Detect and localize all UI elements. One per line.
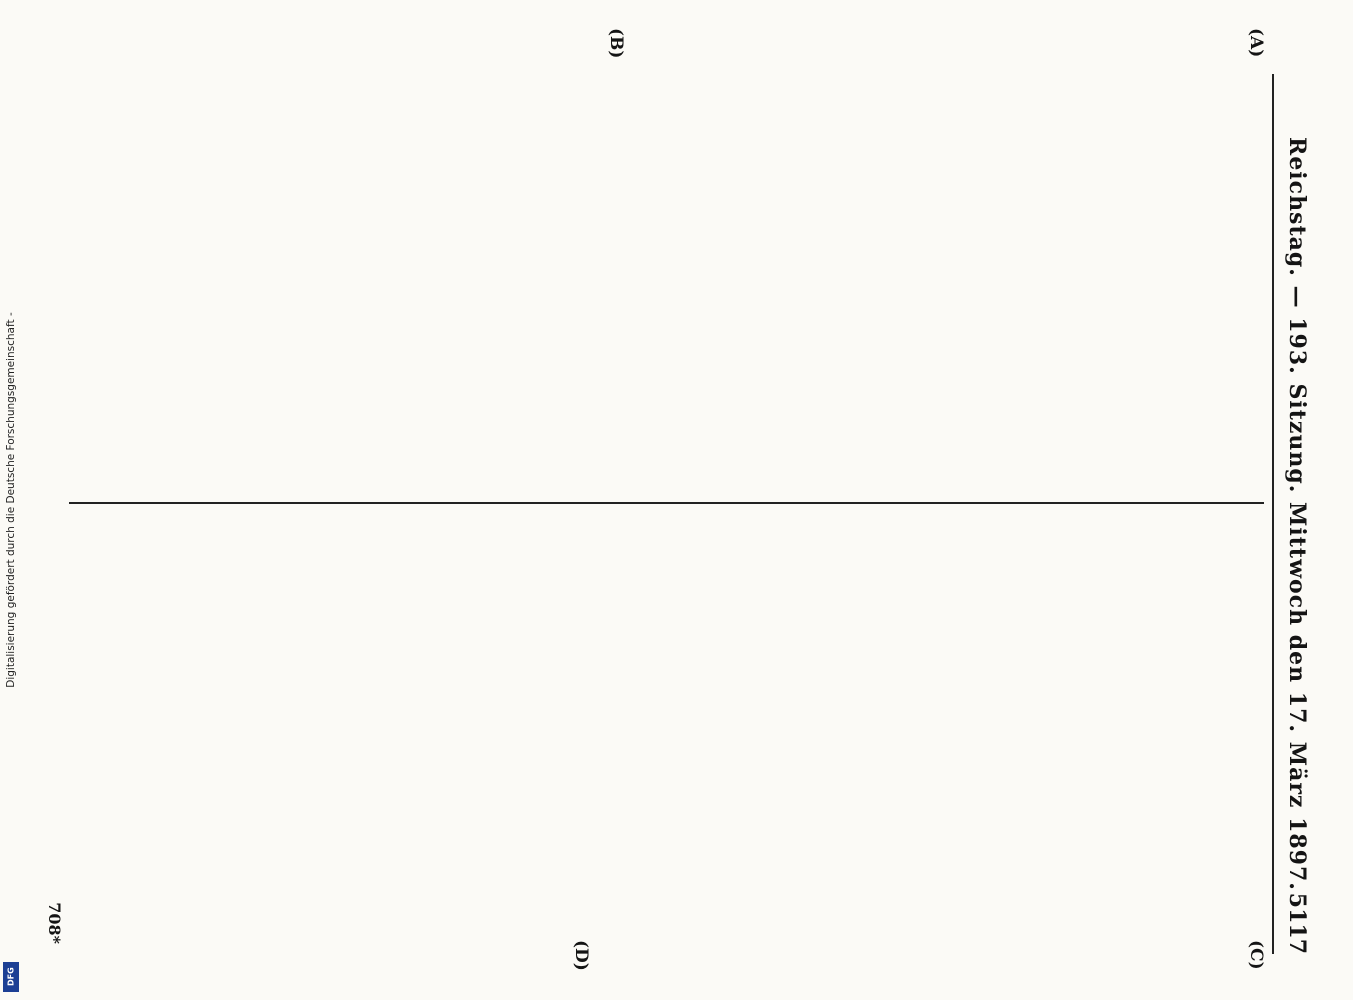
dfg-logo-icon: DFG (3, 962, 19, 992)
page-number: 5117 (1284, 892, 1310, 954)
column-marker-b: (B) (606, 28, 626, 59)
column-divider (69, 502, 1264, 504)
column-marker-a: (A) (1246, 28, 1266, 58)
header-title: Reichstag. — 193. Sitzung. Mittwoch den 17. März 1897. (1284, 137, 1310, 891)
column-marker-d: (D) (571, 940, 591, 971)
sheet-signature: 708* (45, 902, 64, 944)
digitization-credit-text: Digitalisierung gefördert durch die Deutsche Forschungsgemeinschaft - (5, 312, 17, 688)
text-column-left (72, 74, 1262, 492)
text-column-right (72, 514, 1262, 932)
digitization-credit-strip (0, 0, 22, 1000)
page-content-rotated (36, 14, 1326, 974)
running-header (1272, 74, 1320, 954)
column-marker-c: (C) (1246, 940, 1266, 970)
scanned-page (26, 12, 1338, 988)
